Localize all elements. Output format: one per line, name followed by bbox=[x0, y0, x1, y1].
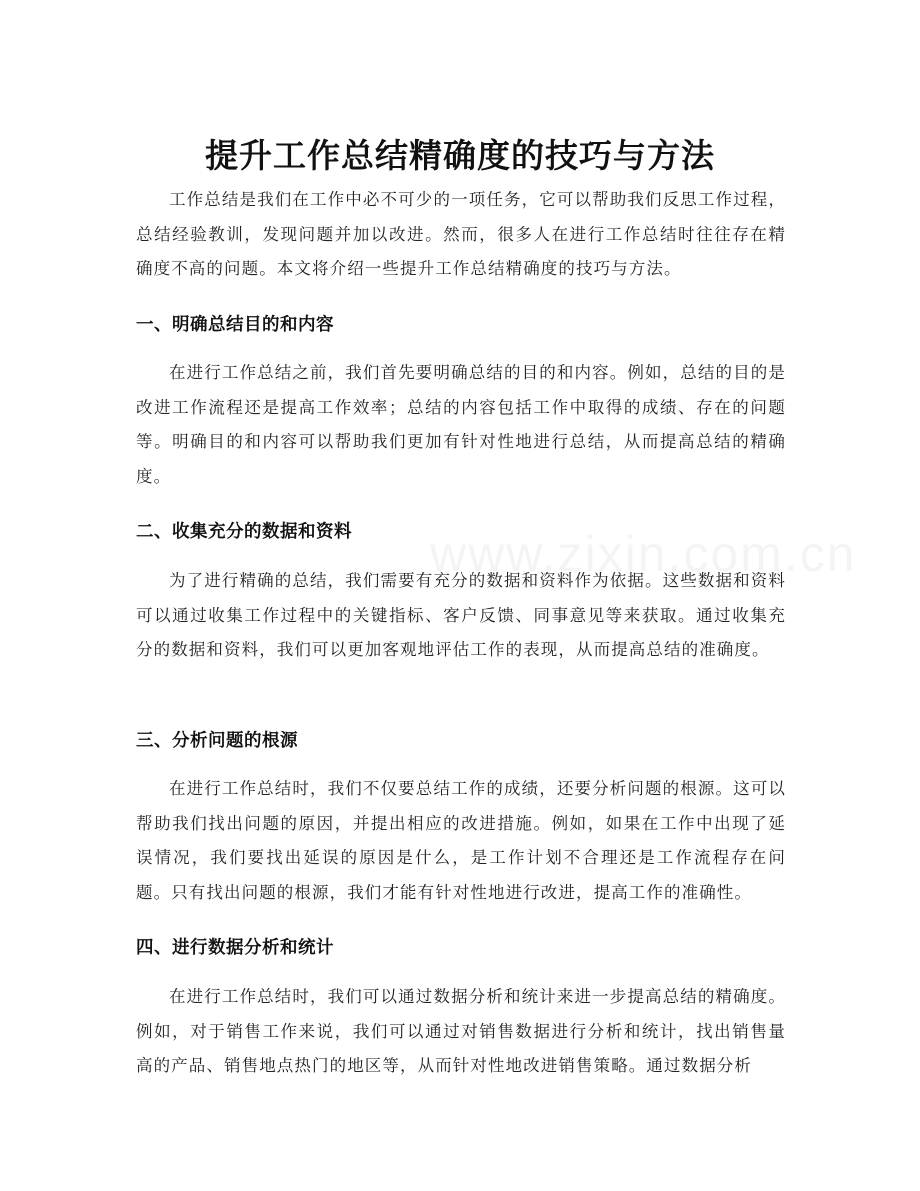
section-paragraph-3: 在进行工作总结时，我们不仅要总结工作的成绩，还要分析问题的根源。这可以帮助我们找出问题的原因，并提出相应的改进措施。例如，如果在工作中出现了延误情况，我们要找出延误的原因是什么，是工作计划不合理还是工作流程存在问题。只有找出问题的根源，我们才能有针对性地进行改进，提高工作的准确性。 bbox=[136, 779, 786, 902]
section-paragraph-4: 在进行工作总结时，我们可以通过数据分析和统计来进一步提高总结的精确度。例如，对于销售工作来说，我们可以通过对销售数据进行分析和统计，找出销售量高的产品、销售地点热门的地区等，从而针对性地改进销售策略。通过数据分析 bbox=[136, 987, 786, 1075]
section-heading-2: 二、收集充分的数据和资料 bbox=[136, 522, 352, 542]
section-heading-1: 一、明确总结目的和内容 bbox=[136, 315, 334, 335]
section-heading-4: 四、进行数据分析和统计 bbox=[136, 938, 334, 958]
intro-paragraph: 工作总结是我们在工作中必不可少的一项任务，它可以帮助我们反思工作过程，总结经验教训，发现问题并加以改进。然而，很多人在进行工作总结时往往存在精确度不高的问题。本文将介绍一些提升工作总结精确度的技巧与方法。 bbox=[136, 190, 786, 278]
document-title: 提升工作总结精确度的技巧与方法 bbox=[205, 136, 715, 176]
section-paragraph-2: 为了进行精确的总结，我们需要有充分的数据和资料作为依据。这些数据和资料可以通过收集工作过程中的关键指标、客户反馈、同事意见等来获取。通过收集充分的数据和资料，我们可以更加客观地评估工作的表现，从而提高总结的准确度。 bbox=[136, 571, 786, 659]
section-paragraph-1: 在进行工作总结之前，我们首先要明确总结的目的和内容。例如，总结的目的是改进工作流程还是提高工作效率；总结的内容包括工作中取得的成绩、存在的问题等。明确目的和内容可以帮助我们更加有针对性地进行总结，从而提高总结的精确度。 bbox=[136, 363, 786, 486]
section-heading-3: 三、分析问题的根源 bbox=[136, 731, 298, 751]
